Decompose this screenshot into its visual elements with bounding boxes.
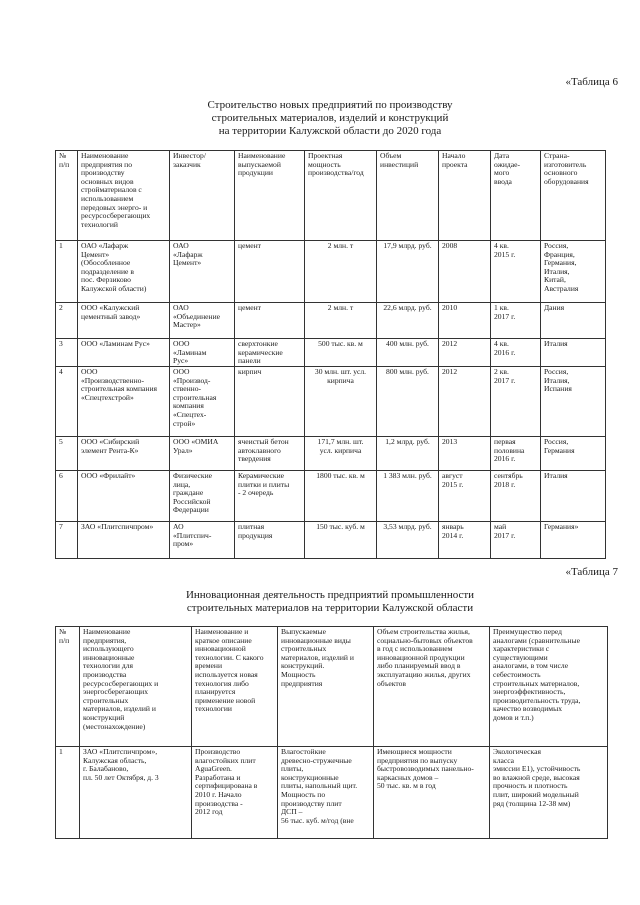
table-cell: [377, 367, 439, 437]
cell-text: Объем строительства жилья, социально-бытовых объектов в год с использованием инновационной продукции либо планируемый ввод в эксплуатацию жилья, других объектов: [377, 628, 473, 688]
cell-text: 171,7 млн. шт. усл. кирпича: [317, 438, 364, 455]
table-cell: [374, 747, 490, 839]
table-row: [56, 747, 608, 839]
cell-text: 4 кв. 2015 г.: [494, 242, 516, 259]
table6-label: «Таблица 6: [565, 76, 618, 88]
table-cell: [439, 437, 491, 471]
cell-text: кирпич: [238, 368, 262, 376]
table-cell: [170, 471, 235, 522]
header-cell: [56, 151, 78, 241]
table-cell: [491, 339, 541, 367]
table-cell: [170, 241, 235, 303]
table-cell: [541, 437, 606, 471]
cell-text: сверхтонкие керамические панели: [238, 340, 283, 365]
table-cell: [541, 339, 606, 367]
cell-text: Наименование выпускаемой продукции: [238, 152, 286, 178]
table-cell: [491, 303, 541, 339]
cell-text: первая половина 2016 г.: [494, 438, 525, 464]
table-cell: [80, 747, 192, 839]
table-header-row: [56, 627, 608, 747]
cell-text: 2012: [442, 340, 458, 348]
header-cell: [80, 627, 192, 747]
header-cell: [374, 627, 490, 747]
header-cell: [305, 151, 377, 241]
table-cell: [305, 303, 377, 339]
cell-text: Наименование предприятия по производству основных видов стройматериалов с использованием передовых энерго- и ресурсосберегающих технологий: [81, 152, 151, 229]
table7-label: «Таблица 7: [565, 566, 618, 578]
table-cell: [56, 747, 80, 839]
table-cell: [170, 522, 235, 559]
cell-text: ОАО «Лафарж Цемент» (Обособленное подразделение в пос. Ферзиково Калужской области): [81, 242, 147, 293]
table-cell: [439, 522, 491, 559]
cell-text: август 2015 г.: [442, 472, 464, 489]
cell-text: Германия»: [544, 523, 579, 531]
table-header-row: [56, 151, 606, 241]
cell-text: Россия, Италия, Испания: [544, 368, 572, 394]
header-cell: [541, 151, 606, 241]
header-cell: [439, 151, 491, 241]
cell-text: плитная продукция: [238, 523, 273, 540]
cell-text: 7: [59, 523, 63, 531]
cell-text: Влагостойкие древесно-стружечные плиты, конструкционные плиты, напольный щит. Мощность по производству плит ДСП – 56 тыс. куб. м/год (вне: [281, 748, 358, 825]
cell-text: Проектная мощность производства/год: [308, 152, 364, 178]
table-cell: [377, 303, 439, 339]
table-cell: [56, 367, 78, 437]
cell-text: 500 тыс. кв. м: [318, 340, 363, 348]
cell-text: Имеющиеся мощности предприятия по выпуску быстровозводимых панельно- каркасных домов – 50 тыс. кв. м в год: [377, 748, 474, 791]
table-cell: [541, 522, 606, 559]
table-row: [56, 339, 606, 367]
table7: [55, 626, 608, 839]
cell-text: ячеистый бетон автоклавного твердения: [238, 438, 289, 464]
table-cell: [305, 471, 377, 522]
header-cell: [491, 151, 541, 241]
cell-text: 2 млн. т: [327, 242, 354, 250]
table-cell: [170, 367, 235, 437]
cell-text: Объем инвестиций: [380, 152, 419, 169]
cell-text: АО «Плитспич- пром»: [173, 523, 212, 549]
table-cell: [78, 522, 170, 559]
table-cell: [56, 241, 78, 303]
table-cell: [235, 471, 305, 522]
table-cell: [491, 437, 541, 471]
cell-text: 4 кв. 2016 г.: [494, 340, 516, 357]
cell-text: ООО «Производственно- строительная компания «Спецтехстрой»: [81, 368, 158, 402]
header-cell: [278, 627, 374, 747]
table-cell: [56, 303, 78, 339]
cell-text: Страна- изготовитель основного оборудования: [544, 152, 589, 186]
table6-title-line: строительных материалов, изделий и конструкций: [211, 112, 449, 124]
table-cell: [490, 747, 608, 839]
cell-text: ООО «Ламинам Рус»: [173, 340, 207, 365]
cell-text: Россия, Германия: [544, 438, 575, 455]
table7-title-line: Инновационная деятельность предприятий промышленности: [185, 589, 475, 601]
table-cell: [305, 437, 377, 471]
cell-text: 2010: [442, 304, 458, 312]
table-cell: [491, 367, 541, 437]
cell-text: ООО «Фрилайт»: [81, 472, 136, 480]
table-cell: [78, 367, 170, 437]
cell-text: 1: [59, 242, 63, 250]
table-cell: [377, 241, 439, 303]
cell-text: ООО «Производ- ственно- строительная компания «Спецтех- строй»: [173, 368, 217, 428]
header-cell: [490, 627, 608, 747]
cell-text: № п/п: [59, 152, 70, 169]
table-cell: [439, 471, 491, 522]
header-cell: [377, 151, 439, 241]
cell-text: 3: [59, 340, 63, 348]
table-cell: [377, 339, 439, 367]
table-cell: [235, 522, 305, 559]
table-row: [56, 241, 606, 303]
cell-text: ОАО «Объединение Мастер»: [173, 304, 221, 330]
table-cell: [439, 339, 491, 367]
table-cell: [56, 522, 78, 559]
cell-text: 150 тыс. куб. м: [316, 523, 365, 531]
table-cell: [305, 241, 377, 303]
header-cell: [56, 627, 80, 747]
cell-text: 5: [59, 438, 63, 446]
cell-text: Выпускаемые инновационные виды строительных материалов, изделий и конструкций. Мощность предприятия: [281, 628, 354, 688]
table-cell: [305, 339, 377, 367]
cell-text: ЗАО «Плитспичпром», Калужская область, г. Балабаново, пл. 50 лет Октября, д. 3: [83, 748, 159, 782]
cell-text: ЗАО «Плитспичпром»: [81, 523, 154, 531]
cell-text: 1: [59, 748, 63, 756]
header-cell: [235, 151, 305, 241]
table-cell: [56, 339, 78, 367]
cell-text: январь 2014 г.: [442, 523, 464, 540]
cell-text: цемент: [238, 304, 261, 312]
table-cell: [78, 241, 170, 303]
table-cell: [541, 367, 606, 437]
cell-text: Преимущество перед аналогами (сравнительные характеристики с существующими аналогами, в том числе себестоимость строительных материалов, энергоэффективность, производительность труда, качество возводимых домов и т.п.): [493, 628, 581, 722]
cell-text: ООО «Ламинам Рус»: [81, 340, 150, 348]
table6: [55, 150, 606, 559]
cell-text: Дания: [544, 304, 565, 312]
table-cell: [439, 303, 491, 339]
cell-text: 2013: [442, 438, 458, 446]
table-cell: [235, 303, 305, 339]
table-cell: [56, 471, 78, 522]
cell-text: 2: [59, 304, 63, 312]
cell-text: 1 383 млн. руб.: [383, 472, 432, 480]
cell-text: цемент: [238, 242, 261, 250]
cell-text: 1800 тыс. кв. м: [316, 472, 365, 480]
table-cell: [235, 241, 305, 303]
table-cell: [78, 303, 170, 339]
table-cell: [541, 303, 606, 339]
table-row: [56, 437, 606, 471]
cell-text: ООО «Калужский цементный завод»: [81, 304, 141, 321]
cell-text: Наименование и краткое описание инновационной технологии. С какого времени используется новая технология либо планируется применение новой технологии: [195, 628, 264, 714]
cell-text: 2012: [442, 368, 458, 376]
cell-text: 800 млн. руб.: [386, 368, 429, 376]
table-cell: [305, 522, 377, 559]
table6-title: [130, 99, 530, 138]
table-cell: [491, 471, 541, 522]
cell-text: 3,53 млрд. руб.: [383, 523, 432, 531]
cell-text: 2 млн. т: [327, 304, 354, 312]
table-cell: [78, 339, 170, 367]
table-cell: [235, 367, 305, 437]
table-row: [56, 471, 606, 522]
table-cell: [78, 437, 170, 471]
cell-text: май 2017 г.: [494, 523, 516, 540]
table-cell: [377, 437, 439, 471]
table-cell: [377, 522, 439, 559]
cell-text: 22,6 млрд. руб.: [383, 304, 432, 312]
cell-text: 1,2 млрд. руб.: [385, 438, 430, 446]
table6-title-line: Строительство новых предприятий по производству: [207, 99, 453, 111]
table7-title-line: строительных материалов на территории Калужской области: [186, 602, 474, 614]
cell-text: 4: [59, 368, 63, 376]
table-cell: [192, 747, 278, 839]
table-cell: [170, 303, 235, 339]
header-cell: [192, 627, 278, 747]
cell-text: 2 кв. 2017 г.: [494, 368, 516, 385]
cell-text: 1 кв. 2017 г.: [494, 304, 516, 321]
table-cell: [78, 471, 170, 522]
cell-text: № п/п: [59, 628, 70, 645]
table-cell: [439, 241, 491, 303]
table-cell: [235, 339, 305, 367]
header-cell: [78, 151, 170, 241]
table-row: [56, 367, 606, 437]
table-cell: [305, 367, 377, 437]
cell-text: 6: [59, 472, 63, 480]
cell-text: 400 млн. руб.: [386, 340, 429, 348]
cell-text: 17,9 млрд. руб.: [383, 242, 432, 250]
cell-text: 2008: [442, 242, 458, 250]
cell-text: Физические лица, граждане Российской Федерации: [173, 472, 212, 515]
table-row: [56, 522, 606, 559]
header-cell: [170, 151, 235, 241]
table6-title-line: на территории Калужской области до 2020 года: [218, 125, 442, 137]
table-cell: [491, 241, 541, 303]
cell-text: Россия, Франция, Германия, Италия, Китай, Австралия: [544, 242, 579, 293]
cell-text: Италия: [544, 472, 568, 480]
table-cell: [278, 747, 374, 839]
table-row: [56, 303, 606, 339]
cell-text: Наименование предприятия, использующего инновационные технологии для производства ресурсосберегающих и энергосберегающих строительных материалов, изделий и конструкций (местонахождение): [83, 628, 159, 731]
cell-text: Инвестор/ заказчик: [173, 152, 206, 169]
cell-text: ОАО «Лафарж Цемент»: [173, 242, 203, 268]
table-cell: [56, 437, 78, 471]
table-cell: [235, 437, 305, 471]
cell-text: сентябрь 2018 г.: [494, 472, 523, 489]
cell-text: ООО «Сибирский элемент Рента-К»: [81, 438, 140, 455]
table-cell: [541, 471, 606, 522]
cell-text: Италия: [544, 340, 568, 348]
table-cell: [170, 437, 235, 471]
cell-text: ООО «ОМИА Урал»: [173, 438, 219, 455]
cell-text: Экологическая класса эмиссии Е1), устойчивость во влажной среде, высокая прочность и плотность плит, широкий модельный ряд (толщина 12-38 мм): [493, 748, 581, 808]
cell-text: Керамические плитки и плиты - 2 очередь: [238, 472, 290, 498]
table7-title: [130, 589, 530, 615]
cell-text: Начало проекта: [442, 152, 468, 169]
table-cell: [439, 367, 491, 437]
table-cell: [170, 339, 235, 367]
table-cell: [491, 522, 541, 559]
cell-text: Производство влагостойких плит AguaGreen. Разработана и сертифицирована в 2010 г. Начало производства - 2012 год: [195, 748, 258, 817]
cell-text: 30 млн. шт. усл. кирпича: [314, 368, 367, 385]
cell-text: Дата ожидае- мого ввода: [494, 152, 521, 186]
table-cell: [541, 241, 606, 303]
table-cell: [377, 471, 439, 522]
